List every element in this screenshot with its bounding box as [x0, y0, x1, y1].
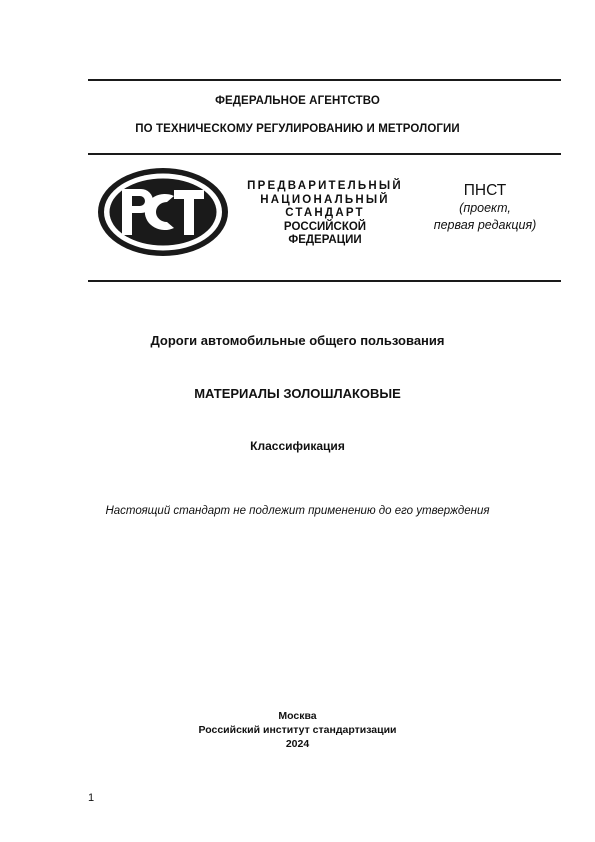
document-subject: Дороги автомобильные общего пользования	[150, 333, 445, 348]
imprint	[0, 709, 595, 751]
approval-notice: Настоящий стандарт не подлежит применению до его утверждения	[105, 505, 490, 517]
designation-code: ПНСТ	[463, 182, 507, 199]
document-subtitle: Классификация	[250, 439, 345, 453]
gost-logo	[96, 166, 230, 258]
designation	[420, 182, 550, 234]
agency-line-2: ПО ТЕХНИЧЕСКОМУ РЕГУЛИРОВАНИЮ И МЕТРОЛОГИИ	[135, 123, 460, 135]
page-number: 1	[88, 792, 95, 804]
header-bottom-rule	[88, 280, 561, 282]
agency-divider	[88, 153, 561, 155]
imprint-year: 2024	[285, 738, 310, 750]
imprint-city: Москва	[278, 710, 317, 722]
designation-note-1: (проект,	[459, 201, 511, 215]
standard-type-line-5: ФЕДЕРАЦИИ	[288, 234, 362, 246]
document-title: МАТЕРИАЛЫ ЗОЛОШЛАКОВЫЕ	[194, 386, 401, 401]
standard-type-line-1: ПРЕДВАРИТЕЛЬНЫЙ	[247, 180, 403, 192]
standard-type-line-3: СТАНДАРТ	[285, 207, 365, 219]
standard-type	[236, 180, 414, 248]
imprint-publisher: Российский институт стандартизации	[198, 724, 397, 736]
agency-line-1: ФЕДЕРАЛЬНОЕ АГЕНТСТВО	[215, 95, 380, 107]
standard-type-line-4: РОССИЙСКОЙ	[283, 220, 367, 233]
standard-type-line-2: НАЦИОНАЛЬНЫЙ	[260, 193, 390, 206]
top-rule	[88, 79, 561, 81]
designation-note-2: первая редакция)	[433, 218, 537, 232]
